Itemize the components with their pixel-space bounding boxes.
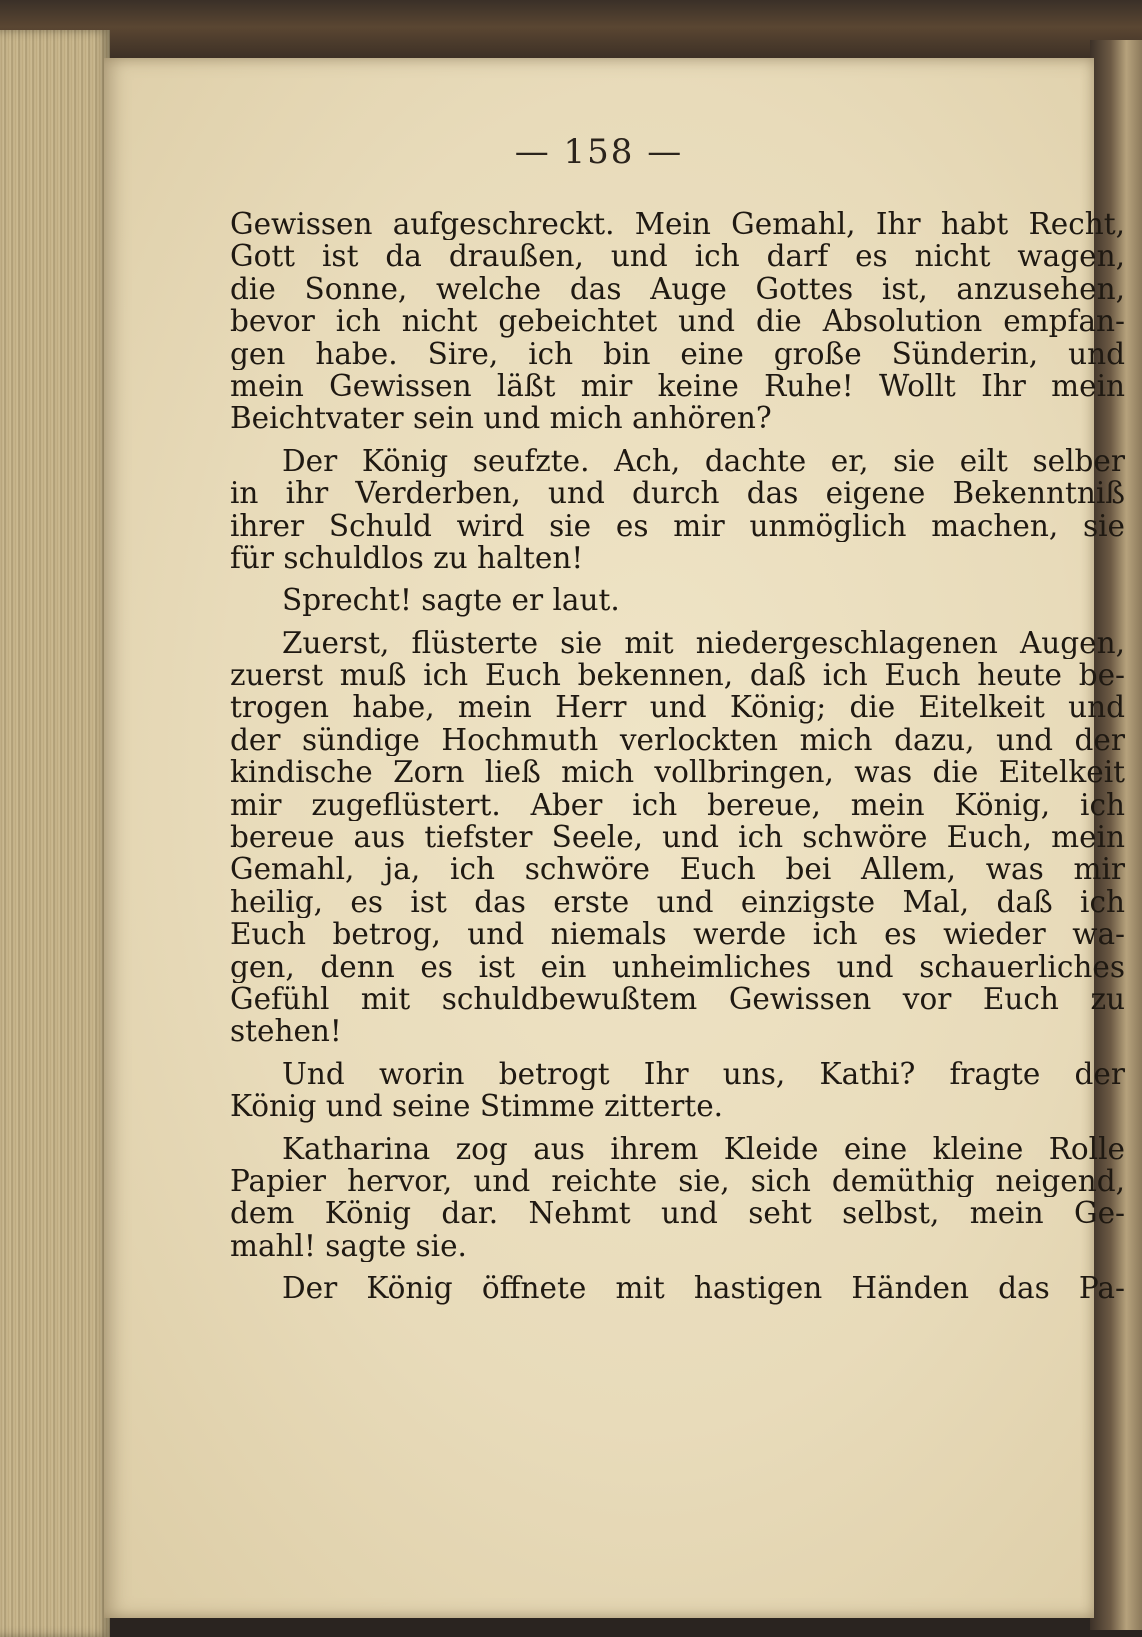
paragraph	[230, 1058, 1125, 1123]
paragraph	[230, 445, 1125, 575]
text-line: Zuerst, flüsterte sie mit niedergeschlagenen Augen,	[282, 626, 1125, 660]
text-line: kindische Zorn ließ mich vollbringen, was die Eitelkeit	[230, 756, 1125, 789]
text-line: bereue aus tiefster Seele, und ich schwöre Euch, mein	[230, 821, 1125, 854]
text-line: die Sonne, welche das Auge Gottes ist, anzusehen,	[230, 272, 1125, 306]
text-line: bevor ich nicht gebeichtet und die Absolution empfan-	[230, 305, 1125, 338]
paragraph	[230, 1272, 1125, 1304]
text-line: trogen habe, mein Herr und König; die Eitelkeit und	[230, 691, 1125, 724]
text-line: heilig, es ist das erste und einzigste Mal, daß ich	[230, 885, 1125, 919]
text-line: mein Gewissen läßt mir keine Ruhe! Wollt Ihr mein	[230, 369, 1125, 403]
text-line: mir zugeflüstert. Aber ich bereue, mein König, ich	[230, 788, 1125, 822]
text-line: stehen!	[230, 1015, 342, 1048]
page-edges	[0, 30, 110, 1637]
paragraph	[230, 627, 1125, 1048]
text-line: Gefühl mit schuldbewußtem Gewissen vor Euch zu	[230, 982, 1125, 1016]
text-line: ihrer Schuld wird sie es mir unmöglich machen, sie	[230, 509, 1125, 542]
text-line: Sprecht! sagte er laut.	[282, 584, 620, 617]
page-number: — 158 —	[514, 132, 684, 172]
book-page	[104, 58, 1125, 1618]
text-line: der sündige Hochmuth verlockten mich dazu, und der	[230, 723, 1125, 757]
text-line: Katharina zog aus ihrem Kleide eine kleine Rolle	[282, 1132, 1125, 1165]
text-line: Gewissen aufgeschreckt. Mein Gemahl, Ihr habt Recht,	[230, 208, 1125, 241]
text-line: mahl! sagte sie.	[230, 1229, 467, 1263]
text-line: zuerst muß ich Euch bekennen, daß ich Euch heute be-	[230, 659, 1125, 692]
text-line: dem König dar. Nehmt und seht selbst, mein Ge-	[230, 1197, 1125, 1230]
text-line: Der König öffnete mit hastigen Händen das Pa-	[282, 1272, 1125, 1305]
text-line: Der König seufzte. Ach, dachte er, sie eilt selber	[282, 444, 1125, 478]
text-line: Und worin betrogt Ihr uns, Kathi? fragte der	[282, 1057, 1125, 1091]
book-binding	[0, 0, 1142, 60]
text-line: für schuldlos zu halten!	[230, 541, 584, 575]
text-line: gen, denn es ist ein unheimliches und schauerliches	[230, 950, 1125, 983]
paragraph	[230, 1133, 1125, 1263]
text-line: Beichtvater sein und mich anhören?	[230, 402, 772, 435]
text-line: Gott ist da draußen, und ich darf es nicht wagen,	[230, 240, 1125, 273]
text-line: gen habe. Sire, ich bin eine große Sünderin, und	[230, 337, 1125, 370]
paragraph	[230, 584, 1125, 616]
text-line: Euch betrog, und niemals werde ich es wieder wa-	[230, 918, 1125, 951]
text-line: in ihr Verderben, und durch das eigene Bekenntniß	[230, 477, 1125, 510]
body-text	[230, 208, 1125, 1305]
text-line: Papier hervor, und reichte sie, sich demüthig neigend,	[230, 1164, 1125, 1198]
paragraph	[230, 208, 1125, 435]
text-line: Gemahl, ja, ich schwöre Euch bei Allem, was mir	[230, 853, 1125, 886]
text-line: König und seine Stimme zitterte.	[230, 1090, 724, 1123]
